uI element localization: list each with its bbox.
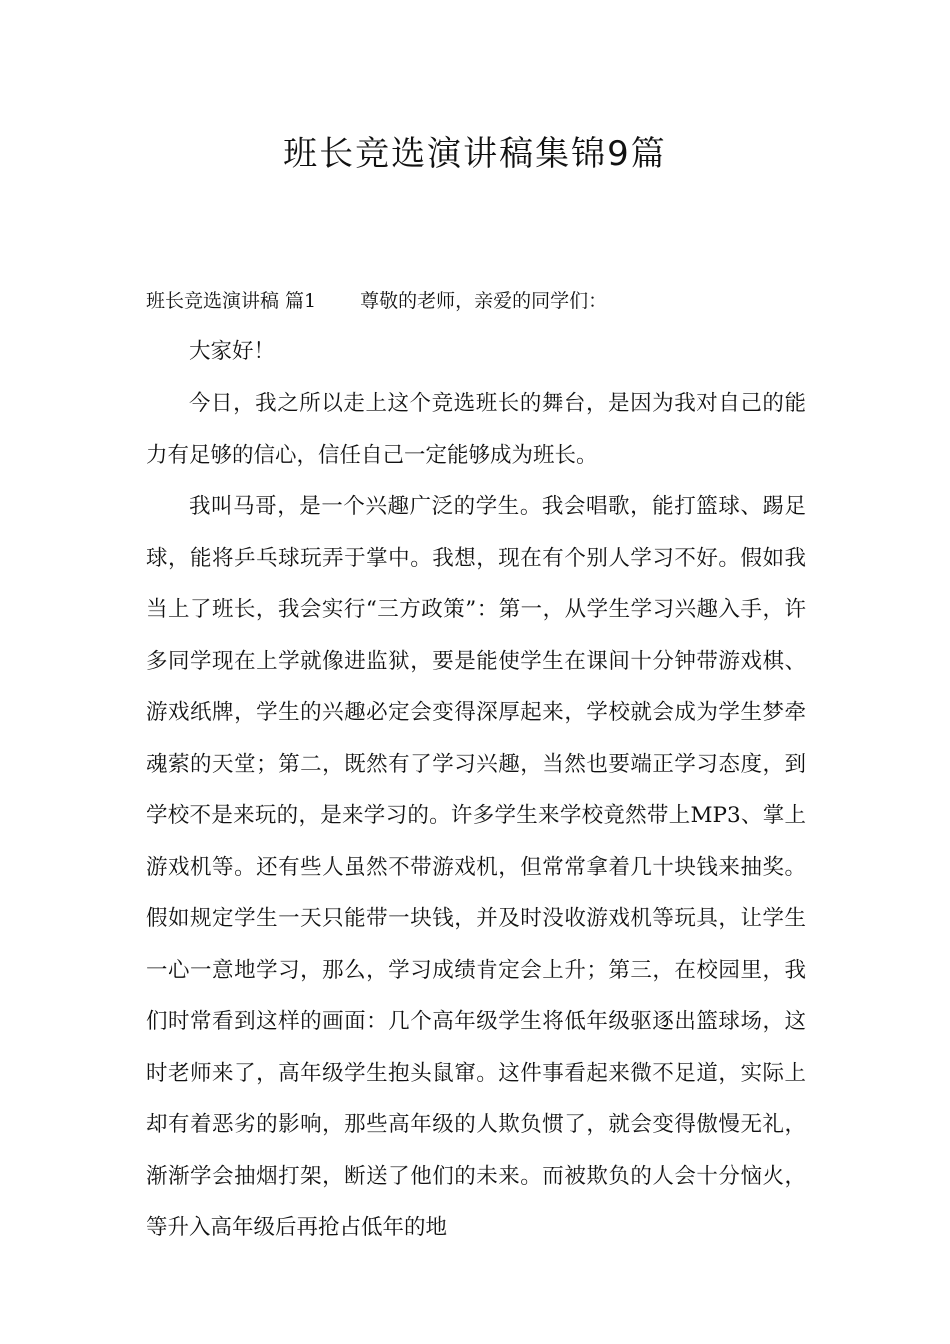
paragraph-1: 今日，我之所以走上这个竞选班长的舞台，是因为我对自己的能力有足够的信心，信任自己一定能够成为班长。 xyxy=(146,391,806,468)
paragraph-2: 我叫马哥，是一个兴趣广泛的学生。我会唱歌，能打篮球、踢足球，能将乒乓球玩弄于掌中。我想，现在有个别人学习不好。假如我当上了班长，我会实行“三方政策”：第一，从学生学习兴趣入手，许多同学现在上学就像进监狱，要是能使学生在课间十分钟带游戏棋、游戏纸牌，学生的兴趣必定会变得深厚起来，学校就会成为学生梦牵魂萦的天堂；第二，既然有了学习兴趣，当然也要端正学习态度，到学校不是来玩的，是来学习的。许多学生来学校竟然带上MP3、掌上游戏机等。还有些人虽然不带游戏机，但常常拿着几十块钱来抽奖。假如规定学生一天只能带一块钱，并及时没收游戏机等玩具，让学生一心一意地学习，那么，学习成绩肯定会上升；第三，在校园里，我们时常看到这样的画面：几个高年级学生将低年级驱逐出篮球场，这时老师来了，高年级学生抱头鼠窜。这件事看起来微不足道，实际上却有着恶劣的影响，那些高年级的人欺负惯了，就会变得傲慢无礼，渐渐学会抽烟打架，断送了他们的未来。而被欺负的人会十分恼火，等升入高年级后再抢占低年的地 xyxy=(146,494,806,1240)
greeting: 大家好！ xyxy=(189,339,276,364)
salutation: 尊敬的老师，亲爱的同学们： xyxy=(360,290,608,312)
document-title: 班长竞选演讲稿集锦9篇 xyxy=(283,134,667,174)
document-body xyxy=(146,284,806,1254)
section-heading-line xyxy=(146,284,806,318)
section-heading: 班长竞选演讲稿 篇1 xyxy=(146,290,317,312)
